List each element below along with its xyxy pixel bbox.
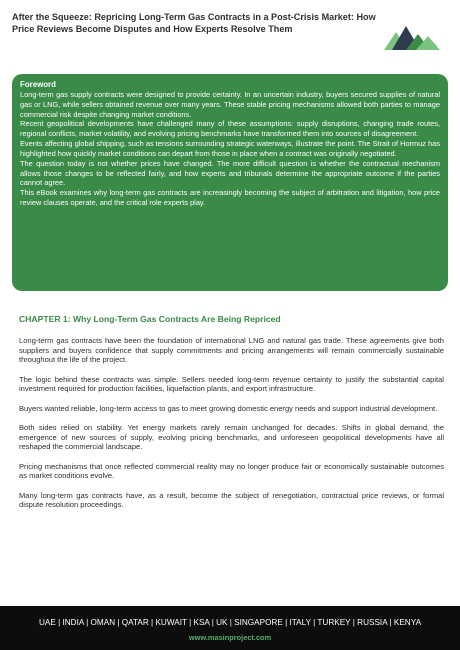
body-paragraph: The logic behind these contracts was simple. Sellers needed long-term revenue certainty to justify the substantial capital investment required for production facilities, liquefaction plants, and export infrastructure.: [19, 374, 444, 393]
body-paragraph: Both sides relied on stability. Yet energy markets rarely remain unchanged for decades. Shifts in global demand, the emergence of new sources of supply, evolving pricing benchmarks, and unforeseen geopolitical developments have all reshaped the commercial landscape.: [19, 423, 444, 451]
foreword-paragraph: Recent geopolitical developments have challenged many of these assumptions: supply disruptions, changing trade routes, regional conflicts, market volatility, and evolving pricing benchmarks have transformed them into sources of disagreement.: [20, 119, 440, 139]
page-header: [0, 0, 460, 62]
footer-website-link[interactable]: www.masinproject.com: [188, 633, 272, 642]
foreword-paragraph: The question today is not whether prices have changed. The more difficult question is whether the contractual mechanism allows those changes to be reflected fairly, and how experts and tribunals determine the appropriate outcome if the parties cannot agree.: [20, 158, 440, 188]
foreword-title: Foreword: [20, 80, 56, 89]
foreword-paragraph: Events affecting global shipping, such as tensions surrounding strategic waterways, illustrate the point. The Strait of Hormuz has highlighted how quickly market conditions can depart from those in place when a contract was originally negotiated.: [20, 139, 440, 158]
foreword-paragraph: Long-term gas supply contracts were designed to provide certainty. In an uncertain industry, buyers secured supplies of natural gas or LNG, while sellers obtained revenue over many years. These stable pricing mechanisms allowed both parties to manage commercial risk despite changing market conditions.: [20, 89, 440, 119]
footer-countries: UAE | INDIA | OMAN | QATAR | KUWAIT | KSA | UK | SINGAPORE | ITALY | TURKEY | RUSSIA | KENYA: [38, 618, 422, 627]
body-paragraph: Long-term gas contracts have been the foundation of international LNG and natural gas trade. These agreements give both suppliers and buyers confidence that supply commitments and pricing arrangements will remain commercially sustainable throughout the life of the project.: [19, 336, 444, 364]
foreword-box: [12, 74, 448, 291]
body-paragraph: Many long-term gas contracts have, as a result, become the subject of renegotiation, contractual price reviews, or formal dispute resolution proceedings.: [19, 490, 444, 509]
body-paragraph: Buyers wanted reliable, long-term access to gas to meet growing domestic energy needs and support industrial development.: [19, 403, 438, 413]
page-footer: [0, 606, 460, 650]
chapter-heading: CHAPTER 1: Why Long-Term Gas Contracts Are Being Repriced: [19, 314, 281, 324]
body-paragraph: Pricing mechanisms that once reflected commercial reality may no longer produce fair or economically sustainable outcomes as market conditions evolve.: [19, 461, 444, 480]
foreword-paragraph: This eBook examines why long-term gas contracts are increasingly becoming the subject of arbitration and litigation, how price review clauses operate, and the critical role experts play.: [20, 188, 440, 208]
mountain-logo-icon: [384, 22, 440, 50]
chapter-body: [19, 336, 444, 520]
document-title: After the Squeeze: Repricing Long-Term Gas Contracts in a Post-Crisis Market: How Price Reviews Become Disputes and How Experts Resolve Them: [12, 12, 376, 34]
